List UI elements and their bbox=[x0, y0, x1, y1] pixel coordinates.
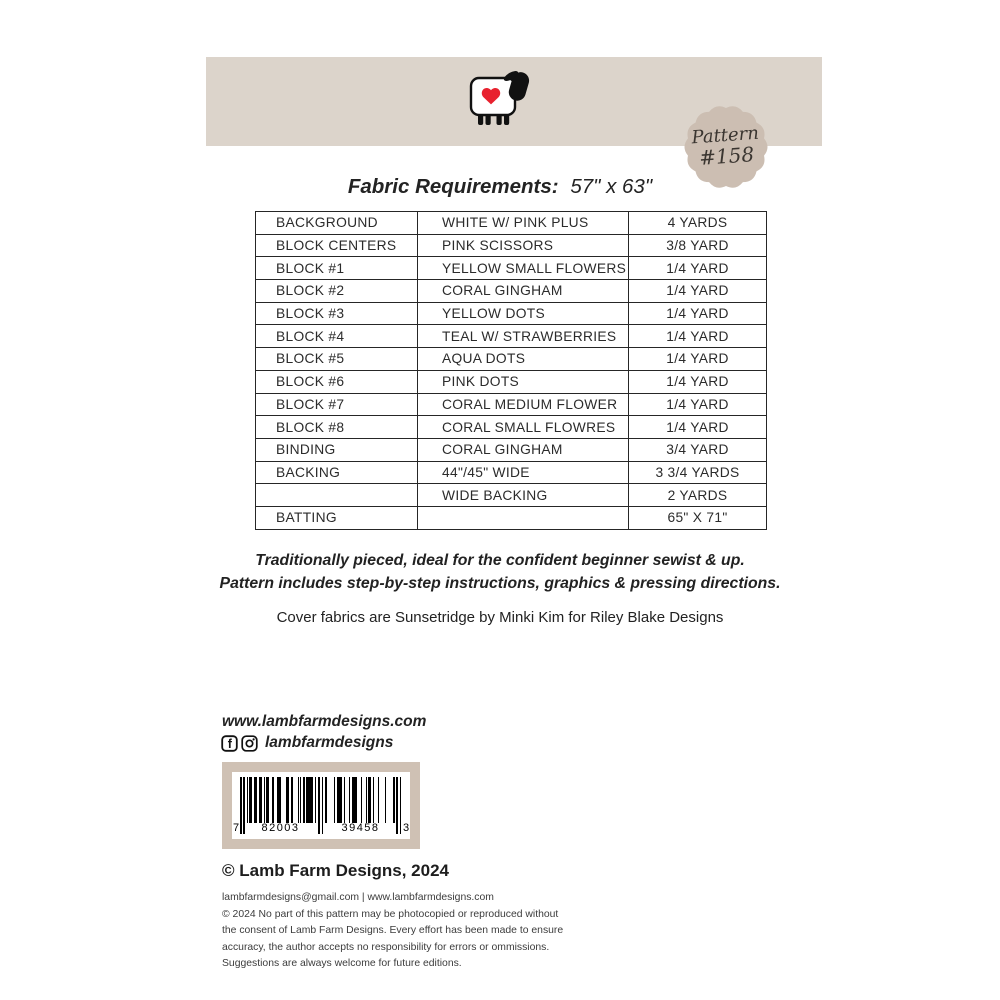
table-cell: BLOCK #2 bbox=[256, 280, 418, 303]
table-row bbox=[256, 416, 767, 439]
barcode-bar bbox=[356, 777, 358, 823]
table-row bbox=[256, 370, 767, 393]
barcode-bar bbox=[396, 777, 398, 834]
table-cell bbox=[418, 506, 629, 529]
table-cell: PINK SCISSORS bbox=[418, 234, 629, 257]
barcode-bar bbox=[272, 777, 274, 823]
table-cell: 1/4 YARD bbox=[629, 416, 767, 439]
barcode-bar bbox=[325, 777, 327, 823]
barcode-bar bbox=[385, 777, 387, 823]
barcode-group-2: 39458 bbox=[341, 822, 380, 834]
sheep-logo-icon bbox=[464, 70, 536, 132]
barcode-bar bbox=[393, 777, 395, 823]
barcode-bar bbox=[250, 777, 252, 823]
barcode-digit-left: 7 bbox=[232, 822, 240, 834]
copyright-line: © Lamb Farm Designs, 2024 bbox=[222, 861, 450, 880]
barcode-bar bbox=[288, 777, 290, 823]
fabric-table-body bbox=[256, 212, 767, 530]
barcode-group-1: 82003 bbox=[261, 822, 300, 834]
table-cell: 1/4 YARD bbox=[629, 280, 767, 303]
table-cell: 44"/45" WIDE bbox=[418, 461, 629, 484]
table-row bbox=[256, 506, 767, 529]
barcode-bar bbox=[255, 777, 257, 823]
barcode bbox=[222, 762, 420, 849]
barcode-bar bbox=[240, 777, 242, 834]
table-cell: CORAL GINGHAM bbox=[418, 438, 629, 461]
table-cell: BLOCK #3 bbox=[256, 302, 418, 325]
fine-print-line-3: the consent of Lamb Farm Designs. Every effort has been made to ensure bbox=[222, 925, 564, 937]
fine-print bbox=[222, 890, 563, 973]
table-cell bbox=[256, 484, 418, 507]
barcode-bar bbox=[344, 777, 346, 823]
fine-print-line-2: © 2024 No part of this pattern may be photocopied or reproduced without bbox=[222, 908, 559, 920]
barcode-bar bbox=[373, 777, 375, 823]
table-cell: BLOCK CENTERS bbox=[256, 234, 418, 257]
fabric-requirements-table bbox=[255, 211, 767, 530]
title-size: 57" x 63" bbox=[570, 175, 653, 198]
table-cell: BINDING bbox=[256, 438, 418, 461]
table-row bbox=[256, 461, 767, 484]
table-cell: 1/4 YARD bbox=[629, 348, 767, 371]
cover-fabrics-note: Cover fabrics are Sunsetridge by Minki Kim for Riley Blake Designs bbox=[276, 609, 724, 626]
table-cell: PINK DOTS bbox=[418, 370, 629, 393]
table-cell: BLOCK #6 bbox=[256, 370, 418, 393]
social-row bbox=[221, 734, 393, 752]
table-cell: 3/4 YARD bbox=[629, 438, 767, 461]
barcode-bar bbox=[291, 777, 293, 823]
table-row bbox=[256, 484, 767, 507]
title-label: Fabric Requirements: bbox=[347, 175, 559, 198]
table-cell: BATTING bbox=[256, 506, 418, 529]
svg-text:f: f bbox=[227, 736, 232, 751]
barcode-bar bbox=[315, 777, 317, 823]
table-cell: 65" X 71" bbox=[629, 506, 767, 529]
table-cell: 1/4 YARD bbox=[629, 257, 767, 280]
barcode-bar bbox=[340, 777, 342, 823]
barcode-bar bbox=[318, 777, 320, 834]
table-cell: 1/4 YARD bbox=[629, 325, 767, 348]
facebook-icon bbox=[221, 735, 238, 752]
pattern-badge-number: #158 bbox=[698, 142, 755, 170]
barcode-bar bbox=[279, 777, 281, 823]
table-cell: 1/4 YARD bbox=[629, 302, 767, 325]
table-cell: BLOCK #7 bbox=[256, 393, 418, 416]
fine-print-line-5: Suggestions are always welcome for future editions. bbox=[222, 958, 462, 970]
table-cell: YELLOW DOTS bbox=[418, 302, 629, 325]
table-cell: CORAL GINGHAM bbox=[418, 280, 629, 303]
table-cell: WHITE W/ PINK PLUS bbox=[418, 212, 629, 235]
table-cell: YELLOW SMALL FLOWERS bbox=[418, 257, 629, 280]
fabric-requirements-title bbox=[0, 175, 1000, 199]
table-row bbox=[256, 234, 767, 257]
barcode-bar bbox=[378, 777, 380, 823]
pattern-badge-label: Pattern bbox=[690, 122, 760, 149]
website-url: www.lambfarmdesigns.com bbox=[222, 713, 427, 730]
table-row bbox=[256, 438, 767, 461]
description-line-1: Traditionally pieced, ideal for the confident beginner sewist & up. bbox=[255, 552, 745, 569]
barcode-bar bbox=[267, 777, 269, 823]
table-row bbox=[256, 348, 767, 371]
table-cell: BLOCK #8 bbox=[256, 416, 418, 439]
barcode-bar bbox=[243, 777, 245, 834]
barcode-bar bbox=[322, 777, 324, 834]
barcode-bar bbox=[260, 777, 262, 823]
table-row bbox=[256, 257, 767, 280]
barcode-bar bbox=[303, 777, 305, 823]
table-cell: BACKING bbox=[256, 461, 418, 484]
table-row bbox=[256, 302, 767, 325]
table-row bbox=[256, 325, 767, 348]
barcode-bar bbox=[300, 777, 302, 823]
barcode-bar bbox=[361, 777, 363, 823]
table-cell: CORAL MEDIUM FLOWER bbox=[418, 393, 629, 416]
table-cell: 2 YARDS bbox=[629, 484, 767, 507]
barcode-digit-right: 3 bbox=[402, 822, 410, 834]
description-line-2: Pattern includes step-by-step instructions, graphics & pressing directions. bbox=[219, 575, 781, 592]
fine-print-line-1: lambfarmdesigns@gmail.com | www.lambfarmdesigns.com bbox=[222, 892, 494, 903]
barcode-bar bbox=[334, 777, 336, 823]
table-cell: 1/4 YARD bbox=[629, 370, 767, 393]
table-cell: CORAL SMALL FLOWRES bbox=[418, 416, 629, 439]
table-cell: 4 YARDS bbox=[629, 212, 767, 235]
fine-print-line-4: accuracy, the author accepts no responsibility for errors or ommissions. bbox=[222, 941, 550, 953]
table-row bbox=[256, 393, 767, 416]
barcode-bar bbox=[311, 777, 313, 823]
table-cell: BLOCK #1 bbox=[256, 257, 418, 280]
instagram-icon bbox=[241, 735, 258, 752]
table-row bbox=[256, 212, 767, 235]
table-cell: BLOCK #4 bbox=[256, 325, 418, 348]
table-cell: AQUA DOTS bbox=[418, 348, 629, 371]
table-cell: BLOCK #5 bbox=[256, 348, 418, 371]
table-cell: WIDE BACKING bbox=[418, 484, 629, 507]
table-row bbox=[256, 280, 767, 303]
barcode-bar bbox=[369, 777, 371, 823]
table-cell: BACKGROUND bbox=[256, 212, 418, 235]
table-cell: 3 3/4 YARDS bbox=[629, 461, 767, 484]
social-handle: lambfarmdesigns bbox=[265, 734, 394, 751]
table-cell: 1/4 YARD bbox=[629, 393, 767, 416]
barcode-bar bbox=[349, 777, 351, 823]
table-cell: TEAL W/ STRAWBERRIES bbox=[418, 325, 629, 348]
table-cell: 3/8 YARD bbox=[629, 234, 767, 257]
